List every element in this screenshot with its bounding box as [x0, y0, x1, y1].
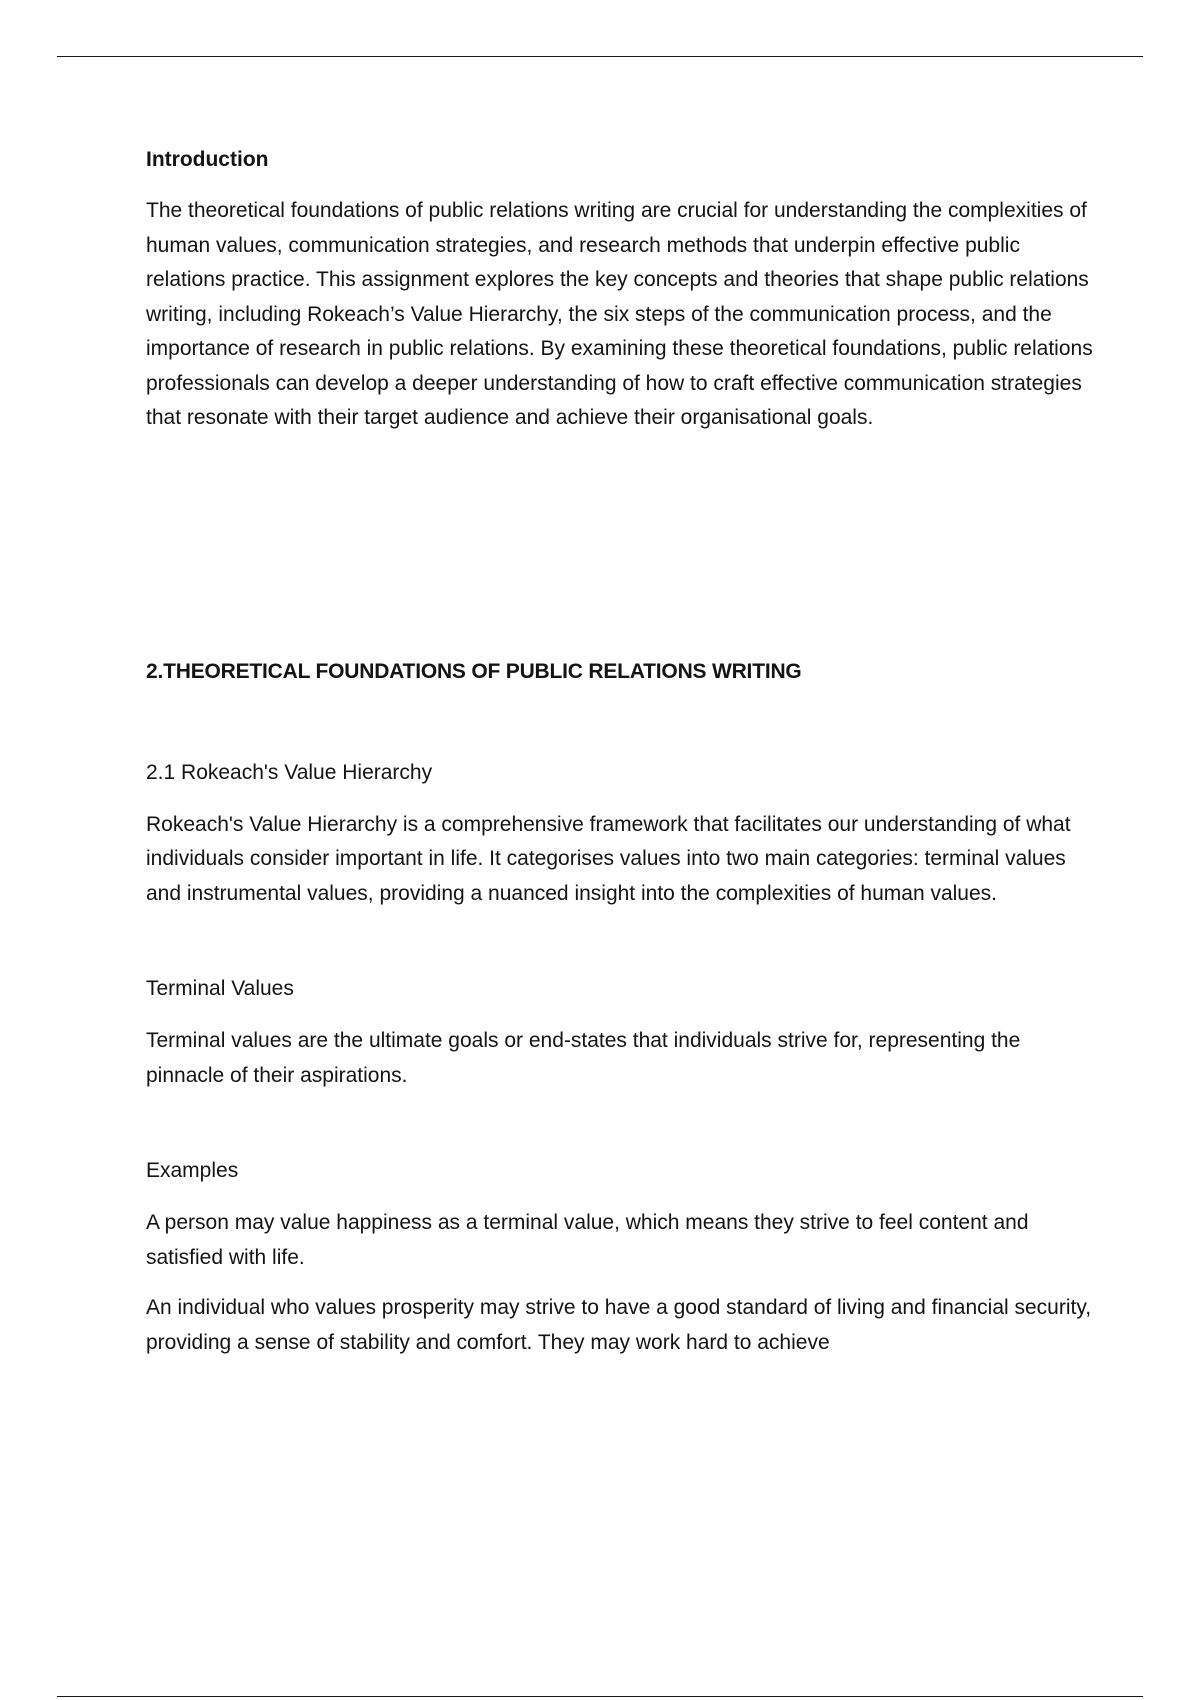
footer-rule	[57, 1696, 1143, 1697]
subsection-heading: 2.1 Rokeach's Value Hierarchy	[146, 760, 433, 784]
example-paragraph: An individual who values prosperity may strive to have a good standard of living and financial security, providing a sense of stability and comfort. They may work hard to achieve	[146, 1296, 1092, 1354]
rokeach-paragraph: Rokeach's Value Hierarchy is a comprehensive framework that facilitates our understanding of what individuals consider important in life. It categorises values into two main categories: terminal values and instrumental values, providing a nuanced insight into the complexities of human values.	[146, 812, 1071, 905]
page-content	[146, 146, 1096, 1360]
example-paragraph: A person may value happiness as a terminal value, which means they strive to feel content and satisfied with life.	[146, 1211, 1029, 1269]
intro-heading: Introduction	[146, 148, 269, 171]
section-heading: 2.THEORETICAL FOUNDATIONS OF PUBLIC RELATIONS WRITING	[146, 659, 802, 683]
terminal-values-paragraph: Terminal values are the ultimate goals or end-states that individuals strive for, representing the pinnacle of their aspirations.	[146, 1029, 1021, 1087]
header-rule	[57, 56, 1143, 57]
terminal-values-heading: Terminal Values	[146, 977, 294, 1000]
intro-paragraph: The theoretical foundations of public relations writing are crucial for understanding the complexities of human values, communication strategies, and research methods that underpin effective public relations practice. This assignment explores the key concepts and theories that shape public relations writing, including Rokeach’s Value Hierarchy, the six steps of the communication process, and the importance of research in public relations. By examining these theoretical foundations, public relations professionals can develop a deeper understanding of how to craft effective communication strategies that resonate with their target audience and achieve their organisational goals.	[146, 199, 1093, 429]
examples-heading: Examples	[146, 1159, 239, 1182]
